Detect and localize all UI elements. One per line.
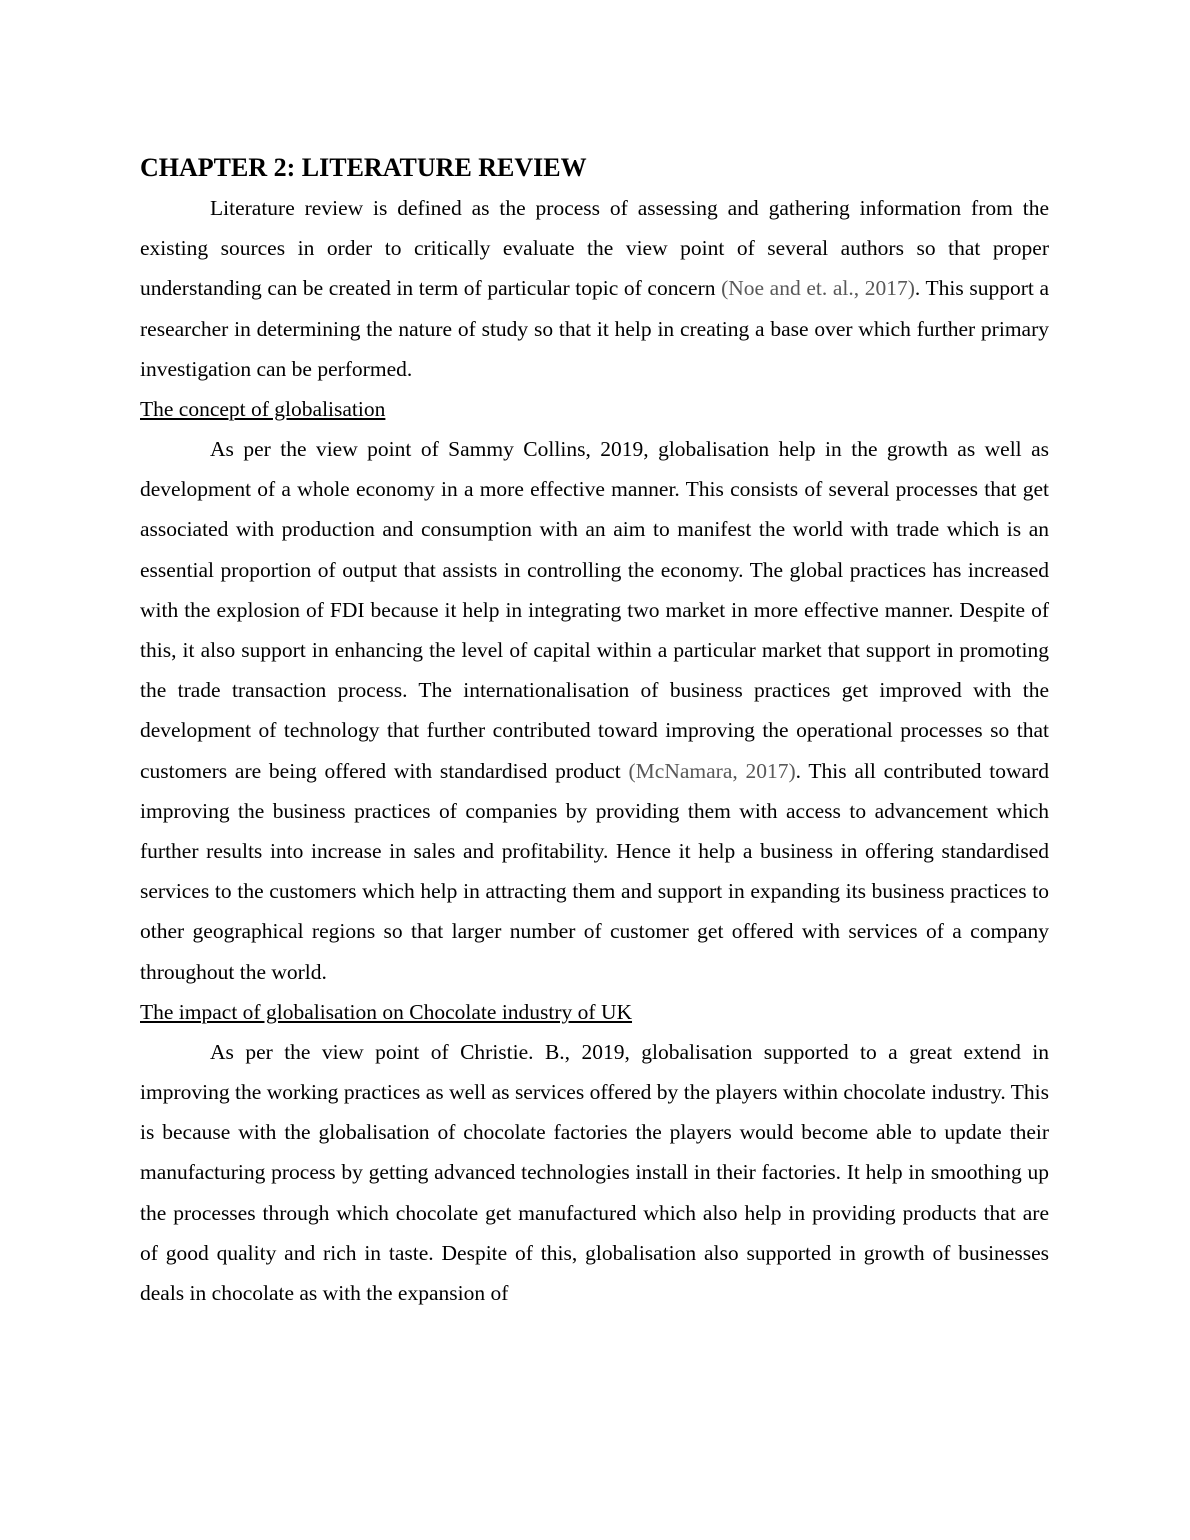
section-heading-globalisation: The concept of globalisation <box>140 397 386 422</box>
intro-text-end: . This support a researcher in determining the nature of study so that it help in creating a base over which further primary investigation can be performed. <box>140 276 1050 381</box>
intro-paragraph <box>140 188 1049 389</box>
intro-text: Literature review is defined as the process of assessing and gathering information from the existing sources in order to critically evaluate the view point of several authors so that proper understanding can be created in term of particular topic of concern <box>140 196 1049 301</box>
globalisation-text: As per the view point of Sammy Collins, 2019, globalisation help in the growth as well as development of a whole economy in a more effective manner. This consists of several processes that get associated with production and consumption with an aim to manifest the world with trade which is an essential proportion of output that assists in controlling the economy. The global practices has increased with the explosion of FDI because it help in integrating two market in more effective manner. Despite of this, it also support in enhancing the level of capital within a particular market that support in promoting the trade transaction process. The internationalisation of business practices get improved with the development of technology that further contributed toward improving the operational processes so that customers are being offered with standardised product <box>140 437 1049 783</box>
intro-citation: (Noe and et. al., 2017) <box>721 276 915 301</box>
section-heading-chocolate-industry: The impact of globalisation on Chocolate industry of UK <box>140 999 633 1024</box>
chocolate-industry-paragraph: As per the view point of Christie. B., 2019, globalisation supported to a great extend in improving the working practices as well as services offered by the players within chocolate industry. This is because with the globalisation of chocolate factories the players would become able to update their manufacturing process by getting advanced technologies install in their factories. It help in smoothing up the processes through which chocolate get manufactured which also help in providing products that are of good quality and rich in taste. Despite of this, globalisation also supported in growth of businesses deals in chocolate as with the expansion of <box>140 1039 1049 1306</box>
globalisation-paragraph <box>140 429 1049 992</box>
globalisation-citation: (McNamara, 2017) <box>628 758 796 783</box>
chapter-title: CHAPTER 2: LITERATURE REVIEW <box>140 153 587 182</box>
globalisation-text-end: . This all contributed toward improving the business practices of companies by providing them with access to advancement which further results into increase in sales and profitability. Hence it help a business in offering standardised services to the customers which help in attracting them and support in expanding its business practices to other geographical regions so that larger number of customer get offered with services of a company throughout the world. <box>140 758 1049 984</box>
document-page <box>140 148 1049 1313</box>
